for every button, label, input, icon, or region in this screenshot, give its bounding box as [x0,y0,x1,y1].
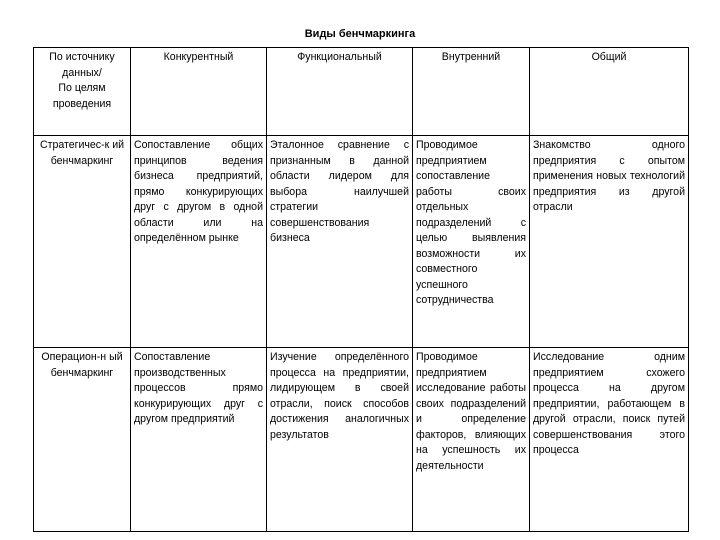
row-header-operational: Операцион-н ый бенчмаркинг [34,348,131,532]
cell-strategic-functional: Эталонное сравнение с признанным в данной области лидером для выбора наилучшей стратегии совершенствования бизнеса [267,136,413,348]
column-header-competitive: Конкурентный [131,48,267,136]
corner-header-text: По источнику данных/ По целям проведения [49,51,115,110]
corner-header [34,48,131,136]
column-header-internal: Внутренний [413,48,530,136]
cell-operational-competitive: Сопоставление производственных процессов прямо конкурирующих друг с другом предприятий [131,348,267,532]
cell-strategic-competitive: Сопоставление общих принципов ведения бизнеса предприятий, прямо конкурирующих друг с другом в одной области или на определённом рынке [131,136,267,348]
column-header-functional: Функциональный [267,48,413,136]
table-row-strategic [34,136,689,348]
table-row-operational [34,348,689,532]
cell-operational-internal: Проводимое предприятием исследование работы своих подразделений и определение факторов, влияющих на успешность их деятельности [413,348,530,532]
row-header-strategic: Стратегичес-к ий бенчмаркинг [34,136,131,348]
column-header-general: Общий [530,48,689,136]
page-title: Виды бенчмаркинга [304,28,416,40]
cell-strategic-general: Знакомство одного предприятия с опытом применения новых технологий предприятия из другой отрасли [530,136,689,348]
table-header-row [34,48,689,136]
cell-operational-general: Исследование одним предприятием схожего процесса на другом предприятии, работающем в другой отрасли, поиск путей совершенствования этого процесса [530,348,689,532]
benchmarking-types-table [33,47,689,532]
cell-strategic-internal: Проводимое предприятием сопоставление работы своих отдельных подразделений с целью выявления возможности их совместного успешного сотрудничества [413,136,530,348]
cell-operational-functional: Изучение определённого процесса на предприятии, лидирующем в своей отрасли, поиск способов достижения аналогичных результатов [267,348,413,532]
